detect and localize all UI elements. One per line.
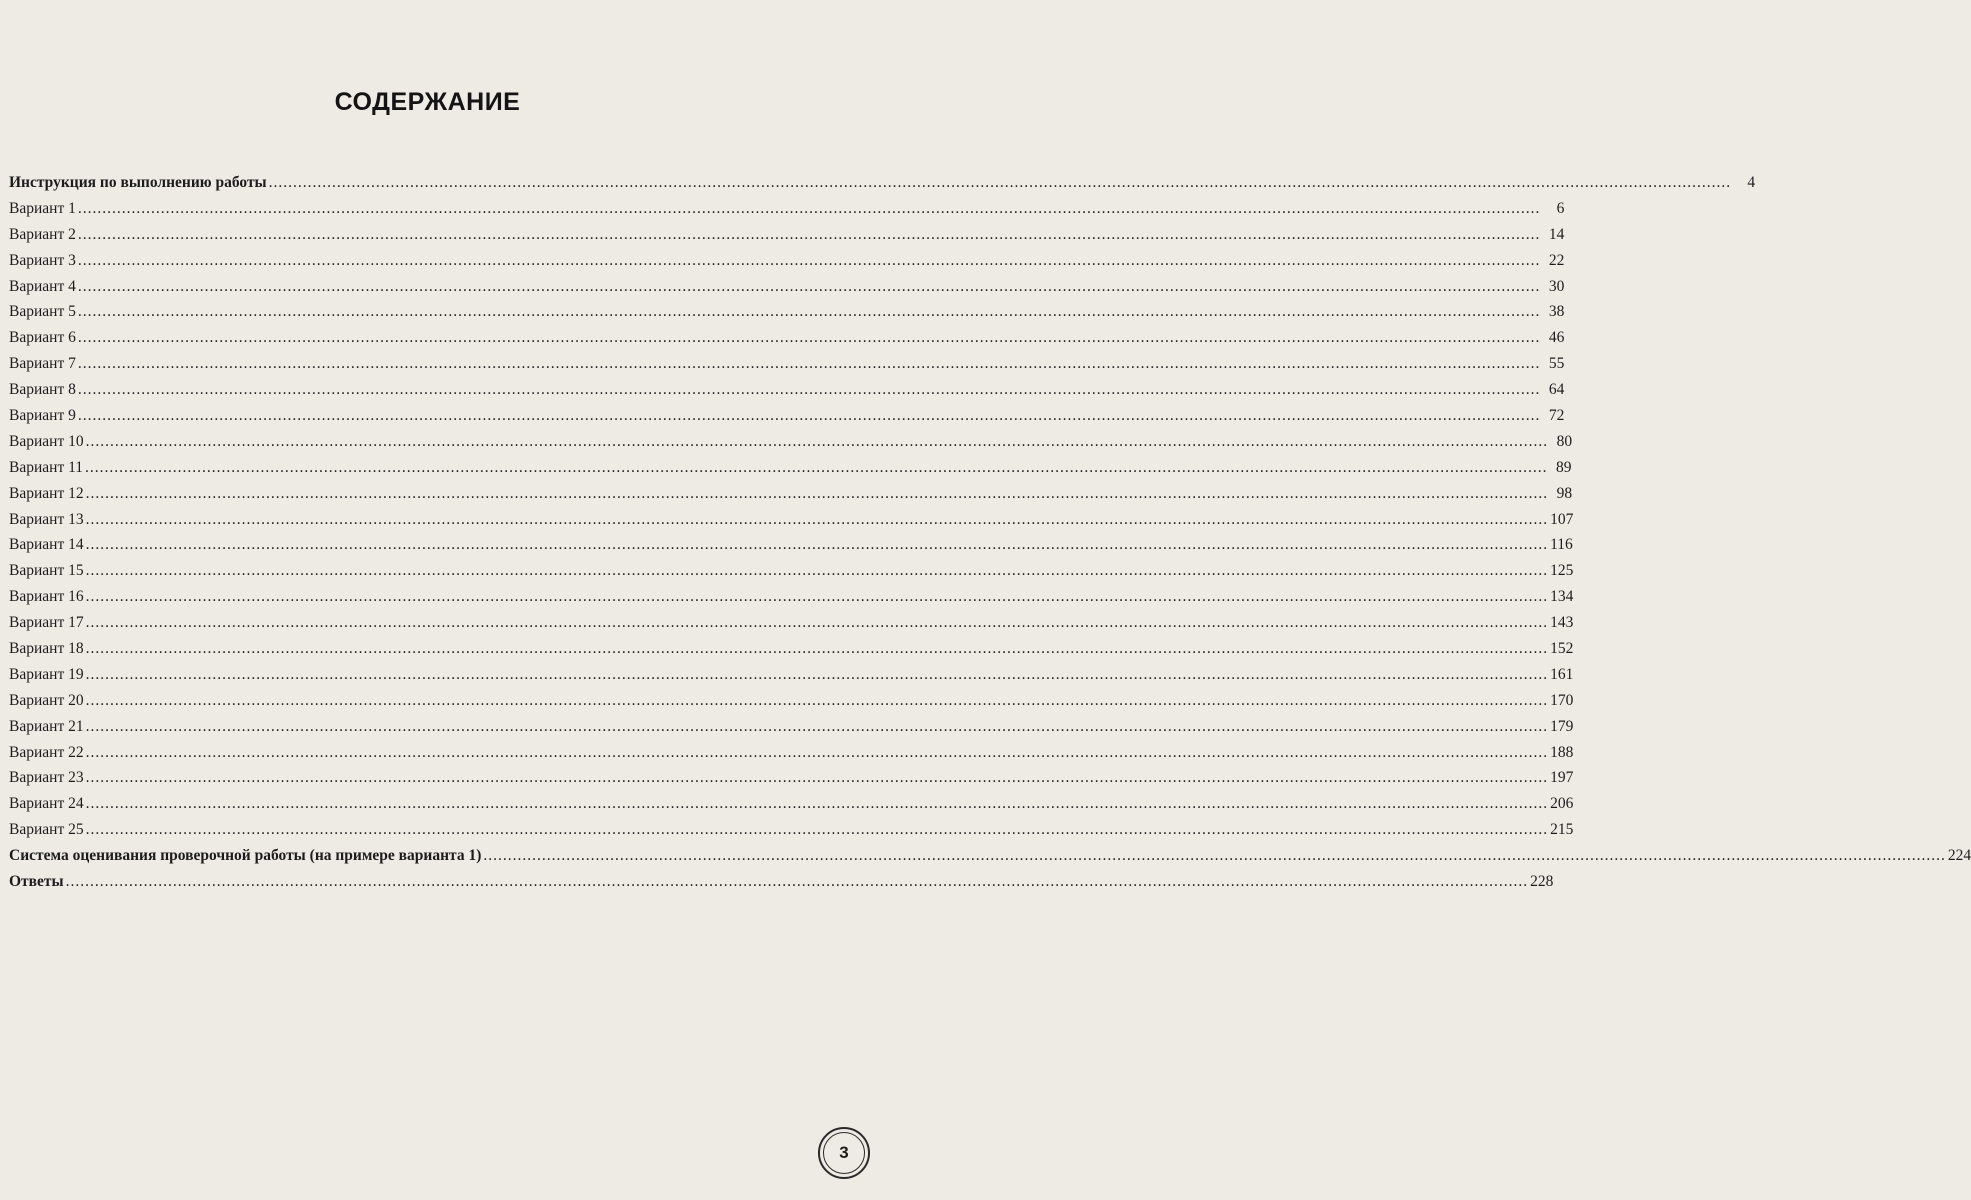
dot-leader: ............................................................................................................................................................................................................................................................................................................ bbox=[77, 407, 1541, 425]
dot-leader: ............................................................................................................................................................................................................................................................................................................ bbox=[77, 303, 1541, 321]
toc-entry bbox=[9, 817, 1574, 843]
toc-entry bbox=[9, 765, 1574, 791]
toc-entry-page: 170 bbox=[1550, 691, 1574, 709]
dot-leader: ............................................................................................................................................................................................................................................................................................................ bbox=[85, 769, 1549, 787]
toc-entry bbox=[9, 248, 1565, 274]
dot-leader: ............................................................................................................................................................................................................................................................................................................ bbox=[85, 795, 1549, 813]
toc-entry bbox=[9, 377, 1565, 403]
toc-entry bbox=[9, 507, 1574, 533]
dot-leader: ............................................................................................................................................................................................................................................................................................................ bbox=[77, 251, 1541, 269]
toc-entry bbox=[9, 714, 1574, 740]
toc-entry-page: 179 bbox=[1550, 717, 1574, 735]
toc-entry-page: 206 bbox=[1550, 795, 1574, 813]
toc-entry bbox=[9, 299, 1565, 325]
toc-entry-page: 116 bbox=[1550, 536, 1573, 554]
toc-entry-page: 215 bbox=[1550, 821, 1574, 839]
toc-entry-label: Вариант 5 bbox=[9, 303, 76, 321]
dot-leader: ............................................................................................................................................................................................................................................................................................................ bbox=[77, 381, 1541, 399]
toc-entry bbox=[9, 662, 1574, 688]
toc-entry-label: Вариант 13 bbox=[9, 510, 84, 528]
toc-entry bbox=[9, 351, 1565, 377]
toc-entry-page: 22 bbox=[1548, 251, 1565, 269]
dot-leader: ............................................................................................................................................................................................................................................................................................................ bbox=[85, 640, 1549, 658]
toc-entry-label: Вариант 17 bbox=[9, 614, 84, 632]
toc-entry-label: Система оценивания проверочной работы (на примере варианта 1) bbox=[9, 847, 482, 865]
dot-leader: ............................................................................................................................................................................................................................................................................................................ bbox=[85, 562, 1549, 580]
toc-entry-label: Вариант 11 bbox=[9, 458, 84, 476]
toc-entry bbox=[9, 403, 1565, 429]
toc-entry bbox=[9, 429, 1573, 455]
toc-entry-page: 64 bbox=[1548, 381, 1565, 399]
toc-entry bbox=[9, 869, 1554, 895]
table-of-contents bbox=[9, 170, 1971, 895]
toc-entry bbox=[9, 610, 1574, 636]
toc-entry-page: 197 bbox=[1550, 769, 1574, 787]
toc-entry-label: Вариант 15 bbox=[9, 562, 84, 580]
toc-entry-page: 55 bbox=[1548, 355, 1565, 373]
toc-entry-label: Вариант 16 bbox=[9, 588, 84, 606]
dot-leader: ............................................................................................................................................................................................................................................................................................................ bbox=[85, 665, 1549, 683]
toc-entry-page: 6 bbox=[1556, 199, 1565, 217]
toc-entry-page: 224 bbox=[1947, 847, 1971, 865]
page-title: СОДЕРЖАНИЕ bbox=[334, 88, 521, 116]
dot-leader: ............................................................................................................................................................................................................................................................................................................ bbox=[77, 199, 1541, 217]
toc-entry-page: 89 bbox=[1556, 458, 1572, 476]
toc-entry-page: 188 bbox=[1550, 743, 1574, 761]
toc-entry bbox=[9, 740, 1574, 766]
toc-entry-page: 30 bbox=[1548, 277, 1565, 295]
toc-entry bbox=[9, 455, 1572, 481]
dot-leader: ............................................................................................................................................................................................................................................................................................................ bbox=[85, 536, 1549, 554]
toc-entry-page: 4 bbox=[1747, 174, 1756, 191]
dot-leader: ............................................................................................................................................................................................................................................................................................................ bbox=[85, 691, 1549, 709]
toc-entry-label: Вариант 8 bbox=[9, 381, 76, 399]
toc-entry-label: Вариант 3 bbox=[9, 251, 76, 269]
toc-entry-label: Ответы bbox=[9, 873, 64, 891]
dot-leader: ............................................................................................................................................................................................................................................................................................................ bbox=[85, 743, 1549, 761]
toc-entry-label: Вариант 22 bbox=[9, 743, 84, 761]
toc-entry-label: Вариант 19 bbox=[9, 665, 84, 683]
toc-entry-page: 98 bbox=[1556, 484, 1573, 502]
toc-entry bbox=[9, 325, 1565, 351]
toc-entry bbox=[9, 274, 1565, 300]
dot-leader: ............................................................................................................................................................................................................................................................................................................ bbox=[85, 510, 1549, 528]
toc-entry-label: Вариант 23 bbox=[9, 769, 84, 787]
dot-leader: ............................................................................................................................................................................................................................................................................................................ bbox=[85, 717, 1549, 735]
toc-entry bbox=[9, 843, 1971, 869]
toc-entry bbox=[9, 558, 1574, 584]
dot-leader: ............................................................................................................................................................................................................................................................................................................ bbox=[85, 484, 1549, 502]
dot-leader: ............................................................................................................................................................................................................................................................................................................ bbox=[85, 588, 1549, 606]
page-number-badge bbox=[818, 1127, 870, 1179]
toc-entry-page: 107 bbox=[1550, 510, 1574, 528]
dot-leader: ............................................................................................................................................................................................................................................................................................................ bbox=[77, 355, 1541, 373]
dot-leader: ............................................................................................................................................................................................................................................................................................................ bbox=[483, 847, 1946, 865]
toc-entry-page: 46 bbox=[1548, 329, 1565, 347]
dot-leader: ............................................................................................................................................................................................................................................................................................................ bbox=[85, 614, 1549, 632]
toc-entry bbox=[9, 222, 1565, 248]
toc-entry bbox=[9, 791, 1574, 817]
dot-leader: ............................................................................................................................................................................................................................................................................................................ bbox=[268, 174, 1732, 191]
dot-leader: ............................................................................................................................................................................................................................................................................................................ bbox=[77, 225, 1541, 243]
toc-entry-label: Вариант 2 bbox=[9, 225, 76, 243]
dot-leader: ............................................................................................................................................................................................................................................................................................................ bbox=[85, 821, 1549, 839]
dot-leader: ............................................................................................................................................................................................................................................................................................................ bbox=[77, 277, 1541, 295]
toc-entry bbox=[9, 688, 1574, 714]
toc-entry bbox=[9, 636, 1574, 662]
toc-entry-label: Инструкция по выполнению работы bbox=[9, 174, 267, 191]
toc-entry-page: 143 bbox=[1550, 614, 1574, 632]
toc-entry-label: Вариант 10 bbox=[9, 432, 84, 450]
toc-entry-label: Вариант 14 bbox=[9, 536, 84, 554]
toc-entry-label: Вариант 4 bbox=[9, 277, 76, 295]
toc-entry-label: Вариант 20 bbox=[9, 691, 84, 709]
dot-leader: ............................................................................................................................................................................................................................................................................................................ bbox=[85, 432, 1549, 450]
toc-entry bbox=[9, 532, 1573, 558]
toc-entry-page: 152 bbox=[1550, 640, 1574, 658]
toc-entry-label: Вариант 18 bbox=[9, 640, 84, 658]
dot-leader: ............................................................................................................................................................................................................................................................................................................ bbox=[65, 873, 1529, 891]
toc-entry-page: 38 bbox=[1548, 303, 1565, 321]
toc-entry-page: 80 bbox=[1556, 432, 1573, 450]
toc-entry bbox=[9, 584, 1574, 610]
dot-leader: ............................................................................................................................................................................................................................................................................................................ bbox=[85, 458, 1548, 476]
toc-entry-label: Вариант 24 bbox=[9, 795, 84, 813]
toc-entry-page: 72 bbox=[1548, 407, 1565, 425]
toc-entry-page: 125 bbox=[1550, 562, 1574, 580]
toc-entry bbox=[9, 196, 1565, 222]
toc-entry-label: Вариант 21 bbox=[9, 717, 84, 735]
page-number: 3 bbox=[839, 1143, 849, 1162]
toc-entry-page: 14 bbox=[1548, 225, 1565, 243]
toc-entry-label: Вариант 25 bbox=[9, 821, 84, 839]
toc-entry-label: Вариант 1 bbox=[9, 199, 76, 217]
toc-entry-label: Вариант 12 bbox=[9, 484, 84, 502]
toc-entry-label: Вариант 9 bbox=[9, 407, 76, 425]
toc-entry bbox=[9, 481, 1573, 507]
toc-entry-label: Вариант 6 bbox=[9, 329, 76, 347]
toc-entry bbox=[9, 170, 1756, 196]
dot-leader: ............................................................................................................................................................................................................................................................................................................ bbox=[77, 329, 1541, 347]
toc-entry-page: 134 bbox=[1550, 588, 1574, 606]
toc-entry-page: 161 bbox=[1550, 665, 1574, 683]
toc-entry-page: 228 bbox=[1530, 873, 1554, 891]
toc-entry-label: Вариант 7 bbox=[9, 355, 76, 373]
